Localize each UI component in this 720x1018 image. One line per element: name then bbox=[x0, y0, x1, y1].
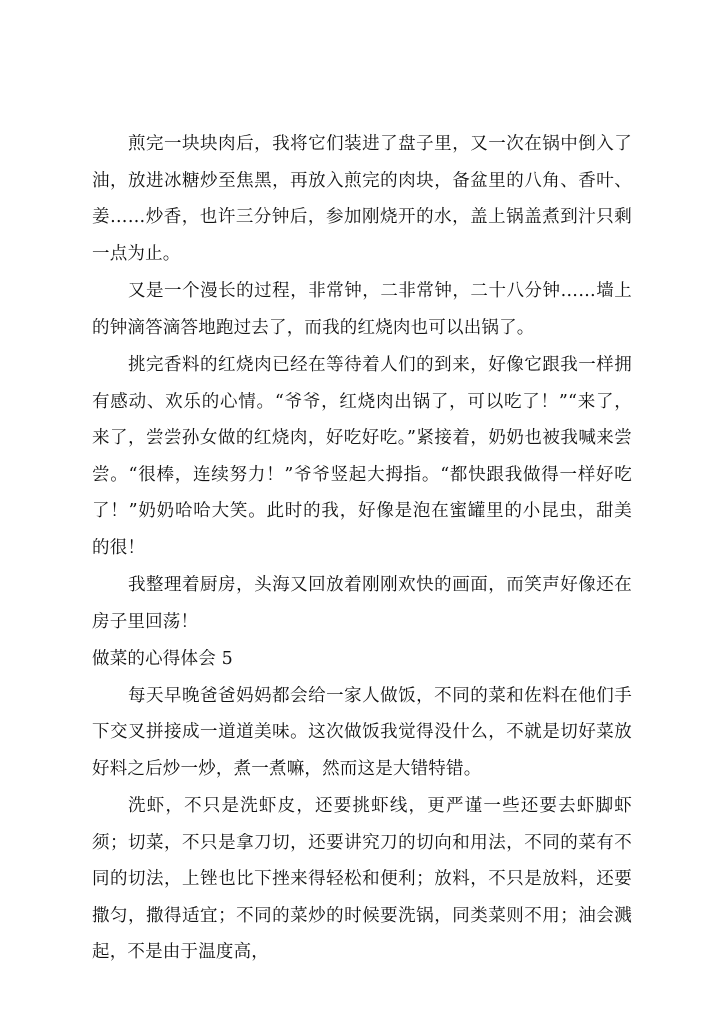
paragraph-4: 我整理着厨房，头海又回放着刚刚欢快的画面，而笑声好像还在房子里回荡！ bbox=[92, 575, 632, 632]
paragraph-6: 洗虾，不只是洗虾皮，还要挑虾线，更严谨一些还要去虾脚虾须；切菜，不只是拿刀切，还要讲究刀的切向和用法，不同的菜有不同的切法，上锉也比下挫来得轻松和便利；放料，不只是放料，还要撒匀，撒得适宜；不同的菜炒的时候要洗锅，同类菜则不用；油会溅起，不是由于温度高， bbox=[92, 796, 632, 962]
paragraph-2: 又是一个漫长的过程，非常钟，二非常钟，二十八分钟……墙上的钟滴答滴答地跑过去了，而我的红烧肉也可以出锅了。 bbox=[92, 281, 632, 338]
paragraph-5: 每天早晚爸爸妈妈都会给一家人做饭，不同的菜和佐料在他们手下交叉拼接成一道道美味。这次做饭我觉得没什么，不就是切好菜放好料之后炒一炒，煮一煮嘛，然而这是大错特错。 bbox=[92, 685, 632, 779]
paragraph-1: 煎完一块块肉后，我将它们装进了盘子里，又一次在锅中倒入了油，放进冰糖炒至焦黑，再放入煎完的肉块，备盆里的八角、香叶、姜……炒香，也许三分钟后，参加刚烧开的水，盖上锅盖煮到汁只剩一点为止。 bbox=[92, 134, 632, 264]
document-body bbox=[92, 126, 632, 972]
paragraph-3: 挑完香料的红烧肉已经在等待着人们的到来，好像它跟我一样拥有感动、欢乐的心情。“爷爷，红烧肉出锅了，可以吃了！”“来了，来了，尝尝孙女做的红烧肉，好吃好吃。”紧接着，奶奶也被我喊来尝尝。“很棒，连续努力！”爷爷竖起大拇指。“都快跟我做得一样好吃了！”奶奶哈哈大笑。此时的我，好像是泡在蜜罐里的小昆虫，甜美的很！ bbox=[92, 355, 632, 558]
section-heading: 做菜的心得体会 5 bbox=[92, 649, 233, 669]
